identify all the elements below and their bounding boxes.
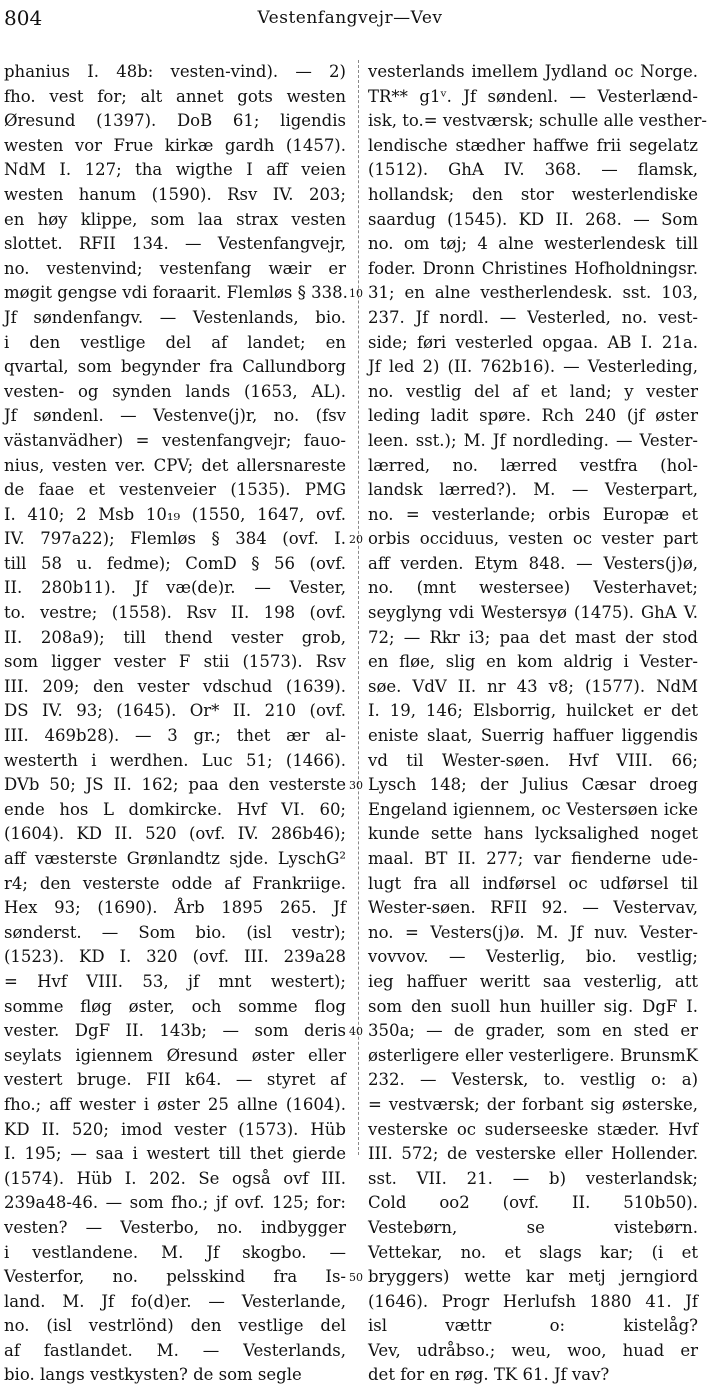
text-line: seylats igiennem Øresund øster eller [4,1045,346,1065]
text-line: somme fløg øster, och somme flog [4,996,346,1016]
text-line: no. = vesterlande; orbis Europæ et [368,504,698,524]
text-line: phanius I. 48b: vesten-vind). — 2) [4,62,346,81]
text-line: lugt fra all indførsel oc udførsel til [368,873,698,893]
text-line: (1604). KD II. 520 (ovf. IV. 286b46); [4,824,346,844]
text-line: maal. BT II. 277; var fienderne ude- [368,849,698,868]
text-line: (1523). KD I. 320 (ovf. III. 239a28 [4,947,346,967]
text-line: en høy klippe, som laa strax vesten [4,209,346,229]
text-line: en fløe, slig en kom aldrig i Vester- [368,652,698,672]
text-line: Vestebørn, se vistebørn. [368,1217,698,1237]
text-line: vestert bruge. FII k64. — styret af [4,1070,346,1090]
text-line: to. vestre; (1558). Rsv II. 198 (ovf. [4,603,346,623]
text-line: II. 280b11). Jf væ(de)r. — Vester, [4,578,346,598]
text-line: III. 469b28). — 3 gr.; thet ær al- [4,726,346,746]
text-line: 31; en alne vestherlendesk. sst. 103, [368,283,698,303]
text-line: side; føri vesterled opgaa. AB I. 21a. [368,332,698,352]
text-line: vesterlands imellem Jydland oc Norge. [368,62,698,81]
text-line: Vettekar, no. et slags kar; (i et [368,1242,698,1262]
text-line: fho. vest for; alt annet gots westen [4,86,346,106]
text-line: aff verden. Etym 848. — Vesters(j)ø, [368,553,698,573]
text-line: (1646). Progr Herlufsh 1880 41. Jf [368,1291,698,1311]
text-line: leen. sst.); M. Jf nordleding. — Vester- [368,430,698,450]
text-line: NdM I. 127; tha wigthe I aff veien [4,160,346,180]
text-line: Hex 93; (1690). Årb 1895 265. Jf [4,898,346,918]
text-line: no. vestlig del af et land; y vester [368,381,698,401]
text-line: II. 208a9); till thend vester grob, [4,627,346,647]
text-line: nius, vesten ver. CPV; det allersnareste [4,455,346,475]
text-line: TR** g1ᵛ. Jf søndenl. — Vesterlænd- [368,86,698,106]
text-line: Engeland igiennem, oc Vestersøen icke [368,799,698,819]
text-line: qvartal, som begynder fra Callundborg [4,357,346,377]
text-line: westerth i werdhen. Luc 51; (1466). [4,750,346,770]
text-line: westen hanum (1590). Rsv IV. 203; [4,184,346,204]
text-line: i den vestlige del af landet; en [4,332,346,352]
text-line: I. 19, 146; Elsborrig, huilcket er det [368,701,698,721]
text-line: no. (mnt westersee) Vesterhavet; [368,578,698,598]
margin-line-number: 20 [349,533,363,547]
text-line: foder. Dronn Christines Hofholdningsr. [368,258,698,278]
text-line: land. M. Jf fo(d)er. — Vesterlande, [4,1291,346,1311]
text-line: søe. VdV II. nr 43 v8; (1577). NdM [368,676,698,696]
text-line: 239a48-46. — som fho.; jf ovf. 125; for: [4,1193,346,1213]
margin-line-number: 30 [349,779,363,793]
text-line: møgit gengse vdi foraarit. Flemløs § 338. [4,283,348,303]
text-line: Jf søndenfangv. — Vestenlands, bio. [4,307,346,327]
text-line: KD II. 520; imod vester (1573). Hüb [4,1119,346,1139]
text-line: i vestlandene. M. Jf skogbo. — [4,1242,346,1262]
text-line: = vestværsk; der forbant sig østerske, [368,1094,698,1114]
text-line: III. 572; de vesterske eller Hollender. [368,1144,698,1164]
text-line: r4; den vesterste odde af Frankriige. [4,873,346,893]
text-line: som ligger vester F stii (1573). Rsv [4,652,346,672]
text-line: no. vestenvind; vestenfang wæir er [4,258,346,278]
margin-line-number: 40 [349,1025,363,1039]
text-line: 237. Jf nordl. — Vesterled, no. vest- [368,307,698,327]
text-line: som den suoll hun huiller sig. DgF I. [368,996,698,1016]
text-line: 232. — Vestersk, to. vestlig o: a) [368,1070,698,1090]
text-line: (1574). Hüb I. 202. Se også ovf III. [4,1168,346,1188]
text-line: eniste slaat, Suerrig haffuer liggendis [368,726,698,746]
margin-line-number: 50 [349,1271,363,1285]
text-line: orbis occiduus, vesten oc vester part [368,529,698,549]
text-line: vesterske oc suderseeske stæder. Hvf [368,1119,698,1139]
text-line: till 58 u. fedme); ComD § 56 (ovf. [4,553,346,573]
text-line: Øresund (1397). DoB 61; ligendis [4,111,346,131]
text-line: IV. 797a22); Flemløs § 384 (ovf. I. [4,529,346,549]
text-line: vesten? — Vesterbo, no. indbygger [4,1217,346,1237]
right-column [368,60,707,1385]
text-line: I. 195; — saa i westert till thet gierde [4,1144,346,1164]
text-line: østerligere eller vesterligere. BrunsmK [368,1045,698,1065]
text-line: sønderst. — Som bio. (isl vestr); [4,922,346,942]
text-line: DVb 50; JS II. 162; paa den vesterste [4,775,346,795]
text-line: I. 410; 2 Msb 10₁₉ (1550, 1647, ovf. [4,504,346,524]
text-line: seyglyng vdi Westersyø (1475). GhA V. [368,603,698,623]
text-line: sst. VII. 21. — b) vesterlandsk; [368,1168,698,1188]
text-line: no. (isl vestrlönd) den vestlige del [4,1316,346,1336]
page-number: 804 [4,6,43,30]
text-line: hollandsk; den stor westerlendiske [368,184,698,204]
text-line: bio. langs vestkysten? de som segle [4,1365,302,1385]
text-line: ieg haffuer weritt saa vesterlig, att [368,971,698,991]
text-line: westen vor Frue kirkæ gardh (1457). [4,135,346,155]
text-line: leding ladit spøre. Rch 240 (jf øster [368,406,698,426]
text-line: de faae et vestenveier (1535). PMG [4,480,346,500]
text-line: fho.; aff wester i øster 25 allne (1604). [4,1094,346,1114]
text-line: isl vættr o: kistelåg? [368,1316,698,1336]
text-line: III. 209; den vester vdschud (1639). [4,676,346,696]
text-line: landsk lærred?). M. — Vesterpart, [368,480,698,500]
text-line: Vesterfor, no. pelsskind fra Is- [4,1267,346,1287]
text-line: Cold oo2 (ovf. II. 510b50). [368,1193,698,1213]
text-line: vesten- og synden lands (1653, AL). [4,381,346,401]
left-column [4,60,348,1385]
text-line: = Hvf VIII. 53, jf mnt westert); [4,971,346,991]
text-line: (1512). GhA IV. 368. — flamsk, [368,160,698,180]
text-line: Vev, udråbso.; weu, woo, huad er [368,1340,698,1360]
text-line: vovvov. — Vesterlig, bio. vestlig; [368,947,698,967]
text-line: saardug (1545). KD II. 268. — Som [368,209,698,229]
text-line: kunde sette hans lycksalighed noget [368,824,698,844]
text-line: isk, to.= vestværsk; schulle alle vesther- [368,111,707,131]
text-line: Jf led 2) (II. 762b16). — Vesterleding, [368,357,698,377]
text-line: 72; — Rkr i3; paa det mast der stod [368,627,698,647]
text-line: aff væsterste Grønlandtz sjde. LyschG² [4,849,346,868]
text-line: Lysch 148; der Julius Cæsar droeg [368,775,698,795]
margin-line-number: 10 [349,287,363,301]
text-line: vester. DgF II. 143b; — som deris [4,1021,346,1041]
text-line: vd til Wester-søen. Hvf VIII. 66; [368,750,698,770]
text-line: bryggers) wette kar metj jerngiord [368,1267,698,1287]
text-line: Jf søndenl. — Vestenve(j)r, no. (fsv [4,406,346,426]
text-line: DS IV. 93; (1645). Or* II. 210 (ovf. [4,701,346,721]
text-line: lendische stædher haffwe frii segelatz [368,135,698,155]
text-line: det for en røg. TK 61. Jf vav? [368,1365,610,1385]
text-line: slottet. RFII 134. — Vestenfangvejr, [4,234,346,254]
text-line: af fastlandet. M. — Vesterlands, [4,1340,346,1360]
page-header [0,0,700,40]
text-line: Wester-søen. RFII 92. — Vestervav, [368,898,698,918]
text-line: no. = Vesters(j)ø. M. Jf nuv. Vester- [368,922,698,942]
text-line: ende hos L domkircke. Hvf VI. 60; [4,799,346,819]
text-line: västanvädher) = vestenfangvejr; fauo- [4,430,346,450]
text-line: lærred, no. lærred vestfra (hol- [368,455,698,475]
text-line: 350a; — de grader, som en sted er [368,1021,698,1041]
column-divider [358,60,359,1155]
text-line: no. om tøj; 4 alne westerlendesk till [368,234,698,254]
running-title: Vestenfangvejr—Vev [257,8,443,28]
